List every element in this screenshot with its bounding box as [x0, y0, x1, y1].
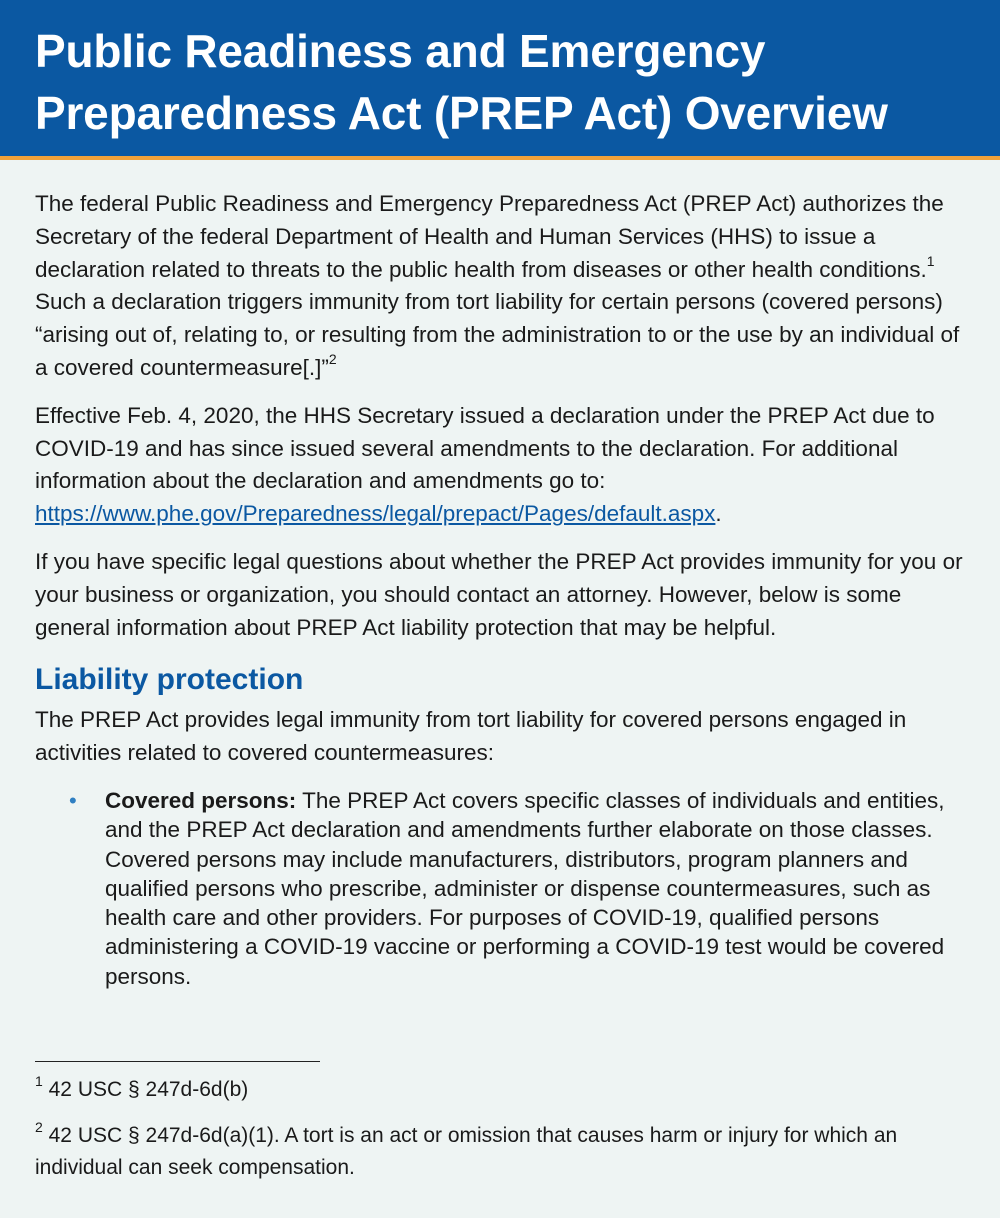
prep-act-link[interactable]: https://www.phe.gov/Preparedness/legal/prepact/Pages/default.aspx [35, 501, 716, 527]
footnote-2 [35, 1120, 965, 1184]
covered-list [35, 786, 965, 991]
document-body [0, 160, 1000, 1184]
title-line-1: Public Readiness and Emergency [35, 25, 766, 77]
liability-intro-text: The PREP Act provides legal immunity from tort liability for covered persons engaged in activities related to covered countermeasures: [35, 707, 907, 766]
list-item [69, 786, 965, 991]
declaration-paragraph [35, 400, 965, 531]
legal-advice-paragraph [35, 546, 965, 644]
intro-text-part2: Such a declaration triggers immunity from tort liability for certain persons (covered persons) “arising out of, relating to, or resulting from the administration to or the use by an individual of a covered countermeasure[.]” [35, 289, 960, 380]
declaration-end: . [715, 501, 722, 527]
bullet-text: The PREP Act covers specific classes of individuals and entities, and the PREP Act declaration and amendments further elaborate on those classes. Covered persons may include manufacturers, distributors, program planners and qualified persons who prescribe, administer or dispense countermeasures, such as health care and other providers. For purposes of COVID-19, qualified persons administering a COVID-19 vaccine or performing a COVID-19 test would be covered persons. [105, 787, 945, 989]
footnote-1 [35, 1074, 965, 1106]
page-title [35, 20, 965, 144]
header-banner [0, 0, 1000, 160]
footnote-number-2: 2 [35, 1119, 43, 1136]
title-line-2: Preparedness Act (PREP Act) Overview [35, 87, 888, 139]
declaration-text: Effective Feb. 4, 2020, the HHS Secretary issued a declaration under the PREP Act due to COVID-19 and has since issued several amendments to the declaration. For additional information about the declaration and amendments go to: [35, 402, 935, 494]
footnote-ref-1[interactable]: 1 [926, 253, 935, 270]
footnote-divider [35, 1061, 320, 1062]
liability-heading: Liability protection [35, 663, 304, 697]
intro-text-part1: The federal Public Readiness and Emergency Preparedness Act (PREP Act) authorizes the Secretary of the federal Department of Health and Human Services (HHS) to issue a declaration related to threats to the public health from diseases or other health conditions. [35, 191, 944, 282]
liability-intro [35, 704, 965, 770]
intro-paragraph [35, 188, 965, 385]
legal-advice-text: If you have specific legal questions about whether the PREP Act provides immunity for you or your business or organization, you should contact an attorney. However, below is some general information about PREP Act liability protection that may be helpful. [35, 548, 963, 640]
footnote-number-1: 1 [35, 1073, 43, 1090]
footnote-text-2: 42 USC § 247d-6d(a)(1). A tort is an act or omission that causes harm or injury for which an individual can seek compensation. [35, 1124, 898, 1180]
footnote-text-1: 42 USC § 247d-6d(b) [42, 1078, 249, 1102]
footnote-ref-2[interactable]: 2 [328, 351, 337, 368]
bullet-icon: • [69, 787, 77, 813]
bullet-label: Covered persons: [105, 787, 297, 813]
